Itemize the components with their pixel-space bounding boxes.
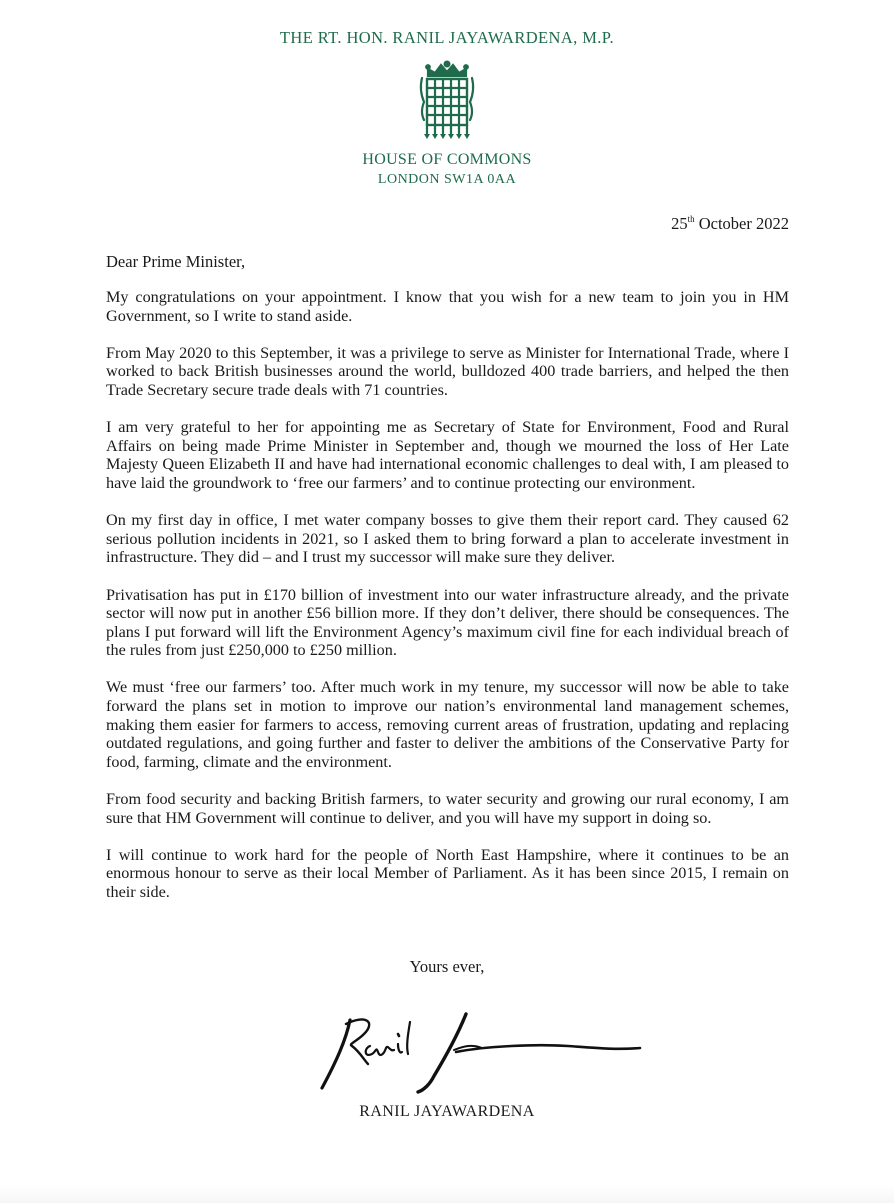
date-rest: October 2022 bbox=[694, 214, 789, 233]
paragraph: On my first day in office, I met water company bosses to give them their report card. They caused 62 serious pollution incidents in 2021, so I asked them to bring forward a plan to accelerate investment in infrastructure. They did – and I trust my successor will make sure they deliver. bbox=[106, 511, 789, 567]
house-of-commons: HOUSE OF COMMONS bbox=[362, 151, 532, 168]
paragraph: From May 2020 to this September, it was a privilege to serve as Minister for International Trade, where I worked to back British businesses around the world, bulldozed 400 trade barriers, and helped the then Trade Secretary secure trade deals with 71 countries. bbox=[106, 343, 789, 399]
date-day: 25 bbox=[671, 214, 688, 233]
letter-date bbox=[671, 214, 789, 234]
mp-name: THE RT. HON. RANIL JAYAWARDENA, M.P. bbox=[279, 28, 615, 47]
paragraph: I will continue to work hard for the people of North East Hampshire, where it continues to be an enormous honour to serve as their local Member of Parliament. As it has been since 2015, I remain on their side. bbox=[106, 845, 789, 901]
handwritten-signature bbox=[306, 1000, 646, 1100]
paragraph: My congratulations on your appointment. I know that you wish for a new team to join you in HM Government, so I write to stand aside. bbox=[106, 288, 789, 325]
portcullis-icon bbox=[414, 60, 480, 140]
page-edge bbox=[0, 1185, 894, 1203]
address: LONDON SW1A 0AA bbox=[377, 172, 517, 187]
letter-body bbox=[106, 288, 789, 920]
closing: Yours ever, bbox=[409, 957, 485, 976]
salutation: Dear Prime Minister, bbox=[106, 252, 246, 271]
paragraph: From food security and backing British farmers, to water security and growing our rural economy, I am sure that HM Government will continue to deliver, and you will have my support in doing so. bbox=[106, 790, 789, 827]
paragraph: Privatisation has put in £170 billion of investment into our water infrastructure already, and the private sector will now put in another £56 billion more. If they don’t deliver, there should be consequences. The plans I put forward will lift the Environment Agency’s maximum civil fine for each individual breach of the rules from just £250,000 to £250 million. bbox=[106, 585, 789, 660]
printed-name: RANIL JAYAWARDENA bbox=[359, 1103, 535, 1120]
paragraph: We must ‘free our farmers’ too. After much work in my tenure, my successor will now be able to take forward the plans set in motion to improve our nation’s environmental land management schemes, making them easier for farmers to access, removing current areas of frustration, updating and replacing outdated regulations, and going further and faster to deliver the ambitions of the Conservative Party for food, farming, climate and the environment. bbox=[106, 678, 789, 771]
date-suffix: th bbox=[687, 214, 695, 224]
paragraph: I am very grateful to her for appointing me as Secretary of State for Environment, Food and Rural Affairs on being made Prime Minister in September and, though we mourned the loss of Her Late Majesty Queen Elizabeth II and have had international economic challenges to deal with, I am pleased to have laid the groundwork to ‘free our farmers’ and to continue protecting our environment. bbox=[106, 418, 789, 492]
